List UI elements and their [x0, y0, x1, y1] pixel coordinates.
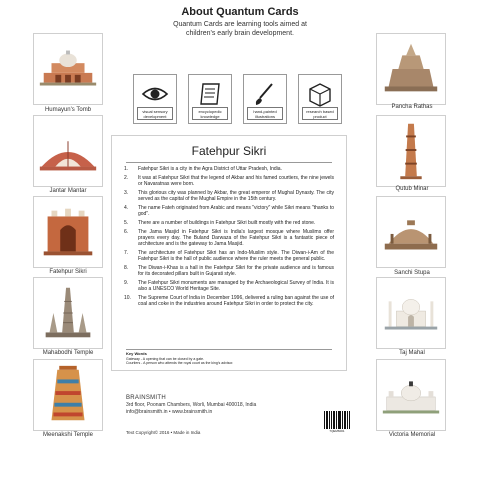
meenakshi-temple-illustration: [34, 360, 102, 430]
card-victoria-memorial[interactable]: [376, 359, 446, 431]
key-words-title: Key Words: [126, 351, 147, 356]
card-humayuns-tomb[interactable]: [33, 33, 103, 105]
card-caption: Fatehpur Sikri: [49, 269, 87, 275]
mahabodhi-temple-illustration: [34, 278, 102, 348]
card-jantar-mantar[interactable]: [33, 115, 103, 187]
card-caption: Qutub Minar: [395, 186, 429, 192]
feature-label: visual sensory development: [137, 107, 173, 120]
feature-visual-sensory: [133, 74, 177, 124]
book-icon: [195, 81, 225, 107]
card-qutub-minar[interactable]: [376, 115, 446, 187]
humayuns-tomb-illustration: [34, 34, 102, 104]
brush-icon: [250, 81, 280, 107]
list-item: 9. The Fatehpur Sikri monuments are managed by the Archaeological Survey of India. It is also a UNESCO World Heritage Site.: [124, 279, 334, 292]
feature-research-based: [298, 74, 342, 124]
card-pancha-rathas[interactable]: [376, 33, 446, 105]
card-caption: Humayun's Tomb: [44, 107, 92, 113]
list-item: 10. The Supreme Court of India in December 1996, delivered a ruling ban against the use of coal and coke in the industries around Fatehpur Sikri in order to protect the city.: [124, 294, 334, 307]
card-caption: Sanchi Stupa: [394, 270, 430, 276]
barcode-icon: [323, 411, 351, 429]
card-caption: Mahabodhi Temple: [42, 350, 94, 356]
list-item: 8. The Diwan-i-Khas is a hall in the Fatehpur Sikri for the private audience and is famous for its decorated pillars built in Gujarati style.: [124, 264, 334, 277]
feature-label: hand-painted illustrations: [247, 107, 283, 120]
divider: [126, 162, 332, 163]
list-item: 7. The architecture of Fatehpur Sikri has an Indo-Muslim style. The Diwan-i-Am of the Fatehpur Sikri is the hall of public audience where the ruler meets the general public.: [124, 249, 334, 262]
box-icon: [305, 81, 335, 107]
brand-block: [126, 395, 256, 416]
list-item: 2. It was at Fatehpur Sikri that the legend of Akbar and his famed courtiers, the nine jewels or Navaratnas were born.: [124, 174, 334, 187]
page-subtitle: Quantum Cards are learning tools aimed at children's early brain development.: [173, 21, 307, 37]
key-word-item: Gateway - A opening that can be closed by a gate.: [126, 356, 205, 361]
fact-panel: [111, 135, 347, 371]
card-caption: Jantar Mantar: [49, 188, 87, 194]
qutub-minar-illustration: [377, 116, 445, 186]
list-item: 6. The Jama Masjid in Fatehpur Sikri is India's largest mosque where Muslims offer prayers every day. The Buland Darwaza of the Fatehpur Sikri is a fantastic piece of architecture and is the gateway to Jama Masjid.: [124, 228, 334, 247]
jantar-mantar-illustration: [34, 116, 102, 186]
fatehpur-sikri-illustration: [34, 197, 102, 267]
page-title: About Quantum Cards: [181, 6, 299, 18]
eye-icon: [140, 81, 170, 107]
card-meenakshi-temple[interactable]: [33, 359, 103, 431]
card-caption: Taj Mahal: [399, 350, 425, 356]
brand-address: 3rd floor, Poonam Chambers, Worli, Mumbai 400018, India: [126, 402, 257, 408]
card-mahabodhi-temple[interactable]: [33, 277, 103, 349]
list-item: 3. This glorious city was planned by Akbar, the great emperor of Mughal Dynasty. The city served as the capital of the Mughal Empire in the 15th century.: [124, 189, 334, 202]
card-sanchi-stupa[interactable]: [376, 196, 446, 268]
copyright-text: Text Copyright© 2016 • Made in India: [126, 430, 201, 435]
fact-list: [124, 166, 334, 310]
taj-mahal-illustration: [377, 278, 445, 348]
card-caption: Meenakshi Temple: [43, 432, 93, 438]
pancha-rathas-illustration: [377, 34, 445, 104]
barcode-number: 7QEM6001: [329, 429, 345, 433]
victoria-memorial-illustration: [377, 360, 445, 430]
key-word-item: Courtiers - A person who attends the royal court as the king's advisor.: [126, 361, 234, 365]
card-caption: Victoria Memorial: [388, 432, 436, 438]
list-item: 4. The name Fateh originated from Arabic and means "victory" while Sikri means "thanks to god".: [124, 204, 334, 217]
feature-label: encyclopedic knowledge: [192, 107, 228, 120]
list-item: 5. There are a number of buildings in Fatehpur Sikri built mostly with the red stone.: [124, 219, 316, 226]
feature-hand-painted: [243, 74, 287, 124]
list-item: 1. Fatehpur Sikri is a city in the Agra District of Uttar Pradesh, India.: [124, 166, 282, 172]
feature-encyclopedic: [188, 74, 232, 124]
feature-label: research based product: [302, 107, 338, 120]
key-words: [126, 349, 332, 366]
card-caption: Pancha Rathas: [391, 104, 433, 110]
brand-contact: info@brainsmith.in • www.brainsmith.in: [126, 409, 213, 415]
sanchi-stupa-illustration: [377, 197, 445, 267]
card-taj-mahal[interactable]: [376, 277, 446, 349]
card-fatehpur-sikri[interactable]: [33, 196, 103, 268]
panel-title: Fatehpur Sikri: [191, 144, 267, 158]
brand-name: BRAINSMITH: [126, 395, 167, 401]
